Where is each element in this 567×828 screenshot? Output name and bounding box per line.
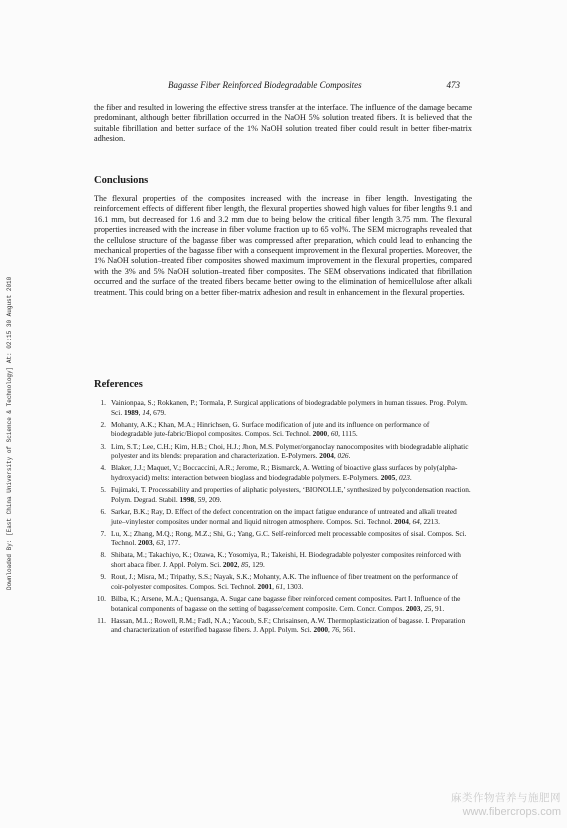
reference-year: 2000: [312, 429, 328, 439]
reference-sep: ,: [272, 581, 276, 591]
page-number: 473: [446, 80, 460, 90]
reference-sep: ,: [194, 494, 198, 504]
reference-year: 2002: [222, 560, 238, 570]
reference-pages: .: [409, 472, 412, 482]
reference-sep: ,: [237, 560, 242, 570]
reference-volume: 85: [241, 560, 249, 570]
reference-item: [94, 529, 472, 548]
reference-sep: ,: [138, 407, 143, 417]
reference-year: 2003: [405, 603, 421, 613]
site-watermark: [451, 790, 561, 818]
reference-sep: ,: [152, 538, 157, 548]
reference-item: [94, 507, 472, 526]
reference-volume: 76: [331, 625, 339, 635]
reference-number: 6.: [100, 506, 106, 516]
conclusions-heading: Conclusions: [94, 175, 149, 186]
running-header: [94, 78, 474, 92]
reference-sep: ,: [395, 472, 399, 482]
watermark-url: www.fibercrops.com: [462, 806, 561, 818]
reference-sep: ,: [408, 516, 413, 526]
reference-volume: 023: [398, 472, 410, 482]
reference-list: [94, 398, 472, 638]
reference-item: [94, 398, 472, 417]
reference-volume: 59: [197, 494, 206, 504]
reference-number: 10.: [96, 594, 106, 604]
reference-volume: 14: [142, 407, 150, 417]
reference-item: [94, 594, 472, 613]
reference-year: 2005: [380, 472, 396, 482]
reference-text: Sarkar, B.K.; Ray, D. Effect of the defect concentration on the impact fatigue endurance of untreated and alkali treated jute–vinylester composites under normal and liquid nitrogen atmosphere. Compos. Sci. Technol.: [111, 506, 457, 526]
reference-pages: , 679.: [149, 407, 166, 417]
reference-volume: 61: [275, 581, 284, 591]
reference-pages: , 1115.: [338, 429, 358, 439]
reference-year: 2001: [257, 581, 273, 591]
reference-volume: 64: [412, 516, 420, 526]
reference-year: 2003: [138, 538, 153, 548]
reference-year: 2000: [313, 625, 329, 635]
reference-volume: 026: [337, 451, 349, 461]
reference-number: 4.: [100, 463, 106, 473]
reference-item: [94, 420, 472, 439]
reference-sep: ,: [420, 603, 425, 613]
reference-text: Blaker, J.J.; Maquet, V.; Boccaccini, A.R.; Jerome, R.; Bismarck, A. Wetting of bioactive glass surfaces by poly(alpha-hydroxyacid) melts: interaction between bioglass and biodegradable polymers. E-Polymers.: [111, 463, 458, 482]
reference-year: 1998: [179, 494, 195, 504]
reference-item: [94, 550, 472, 569]
download-sidebar-note: Downloaded By: [East China University of Science & Technology] At: 02:15 30 August 2010: [6, 276, 13, 590]
reference-volume: 60: [330, 429, 339, 439]
reference-pages: , 561.: [338, 625, 356, 635]
reference-sep: ,: [333, 451, 338, 461]
reference-text: Hassan, M.L.; Rowell, R.M.; Fadl, N.A.; Yacoub, S.F.; Chrisainsen, A.W. Thermoplasticization of bagasse. I. Preparation and characterization of esterified bagasse fibers. J. Appl. Polym. Sci.: [111, 615, 466, 635]
reference-pages: , 1303.: [283, 581, 304, 591]
reference-pages: , 2213.: [419, 516, 440, 526]
reference-number: 7.: [100, 528, 106, 538]
reference-text: Fujimaki, T. Processability and properties of aliphatic polyesters, ‘BIONOLLE,’ synthesized by polycondensation reaction. Polym. Degrad. Stabil.: [111, 485, 471, 504]
reference-item: [94, 442, 472, 461]
intro-paragraph: the fiber and resulted in lowering the effective stress transfer at the interface. The influence of the damage became predominant, although better fibrillation occurred in the NaOH 5% solution treated fibers. It is believed that the suitable fibrillation and better surface of the 1% NaOH solution treated fiber could result in better fiber-matrix adhesion.: [94, 103, 472, 144]
running-title: Bagasse Fiber Reinforced Biodegradable Composites: [168, 80, 362, 90]
reference-number: 11.: [97, 615, 106, 625]
reference-item: [94, 463, 472, 482]
reference-year: 1989: [123, 407, 139, 417]
watermark-site-name: 麻类作物营养与施肥网: [451, 792, 561, 804]
reference-number: 3.: [100, 441, 106, 451]
reference-number: 2.: [100, 419, 106, 429]
reference-text: Rout, J.; Misra, M.; Tripathy, S.S.; Nayak, S.K.; Mohanty, A.K. The influence of fiber treatment on the performance of coir-polyester composites. Compos. Sci. Technol.: [111, 572, 458, 591]
reference-text: Shibata, M.; Takachiyo, K.; Ozawa, K.; Yosomiya, R.; Takeishi, H. Biodegradable polyester composites reinforced with short abaca fiber. J. Appl. Polym. Sci.: [111, 550, 461, 570]
reference-number: 5.: [100, 485, 106, 495]
reference-number: 8.: [100, 550, 106, 560]
reference-text: Lu, X.; Zhang, M.Q.; Rong, M.Z.; Shi, G.; Yang, G.C. Self-reinforced melt processable composites of sisal. Compos. Sci. Technol.: [111, 528, 467, 548]
reference-sep: ,: [328, 625, 332, 635]
reference-pages: .: [348, 451, 351, 461]
reference-item: [94, 485, 472, 504]
reference-number: 9.: [100, 572, 106, 582]
reference-item: [94, 616, 472, 635]
reference-volume: 25: [424, 603, 432, 613]
reference-volume: 63: [156, 538, 164, 548]
reference-sep: ,: [327, 429, 331, 439]
reference-text: Bilba, K.; Arsene, M.A.; Quensanga, A. Sugar cane bagasse fiber reinforced cement composites. Part I. Influence of the botanical components of bagasse on the setting of bagasse/cement composite. Cem. Concr. Compos.: [111, 594, 461, 613]
reference-item: [94, 572, 472, 591]
reference-pages: , 177.: [163, 538, 181, 548]
conclusions-paragraph: The flexural properties of the composites increased with the increase in fiber length. Investigating the reinforcement effects of different fiber length, the flexural properties showed high values for fiber lengths 9.1 and 16.1 mm, but decreased for 1.6 and 3.2 mm due to being below the critical fiber length 3.75 mm. The flexural properties increased with the increase in fiber volume fraction up to 65 vol%. The SEM micrographs revealed that the cellulose structure of the bagasse fiber was compressed after preparation, which could lead to enhancing the mechanical properties of the bagasse fiber with a consequent improvement in the flexural properties. Moreover, the 1% NaOH solution–treated fiber composites showed maximum improvement in the flexural properties, compared with the 3% and 5% NaOH solution–treated fiber composites. The SEM observations indicated that fibrillation occurred and the surface of the treated fibers became better owing to the elimination of hemicellulose after alkali treatment. This could bring on a better fiber-matrix adhesion and result in enhancement in the flexural properties.: [94, 194, 472, 297]
reference-year: 2004: [394, 516, 409, 526]
reference-year: 2004: [319, 451, 334, 461]
reference-text: Vainionpaa, S.; Rokkanen, P.; Tormala, P. Surgical applications of biodegradable polymers in human tissues. Prog. Polym. Sci.: [111, 398, 468, 417]
reference-pages: , 129.: [248, 560, 265, 570]
references-heading: References: [94, 379, 143, 390]
reference-number: 1.: [100, 398, 106, 407]
reference-pages: , 209.: [205, 494, 222, 504]
reference-text: Lim, S.T.; Lee, C.H.; Kim, H.B.; Choi, H.J.; Jhon, M.S. Polymer/organoclay nanocomposites with biodegradable aliphatic polyester and its blends: preparation and characterization. E-Polymers.: [111, 441, 469, 461]
reference-text: Mohanty, A.K.; Khan, M.A.; Hinrichsen, G. Surface modification of jute and its influence on performance of biodegradable jute-fabric/Biopol composites. Compos. Sci. Technol.: [111, 419, 430, 439]
reference-pages: , 91.: [431, 603, 445, 613]
